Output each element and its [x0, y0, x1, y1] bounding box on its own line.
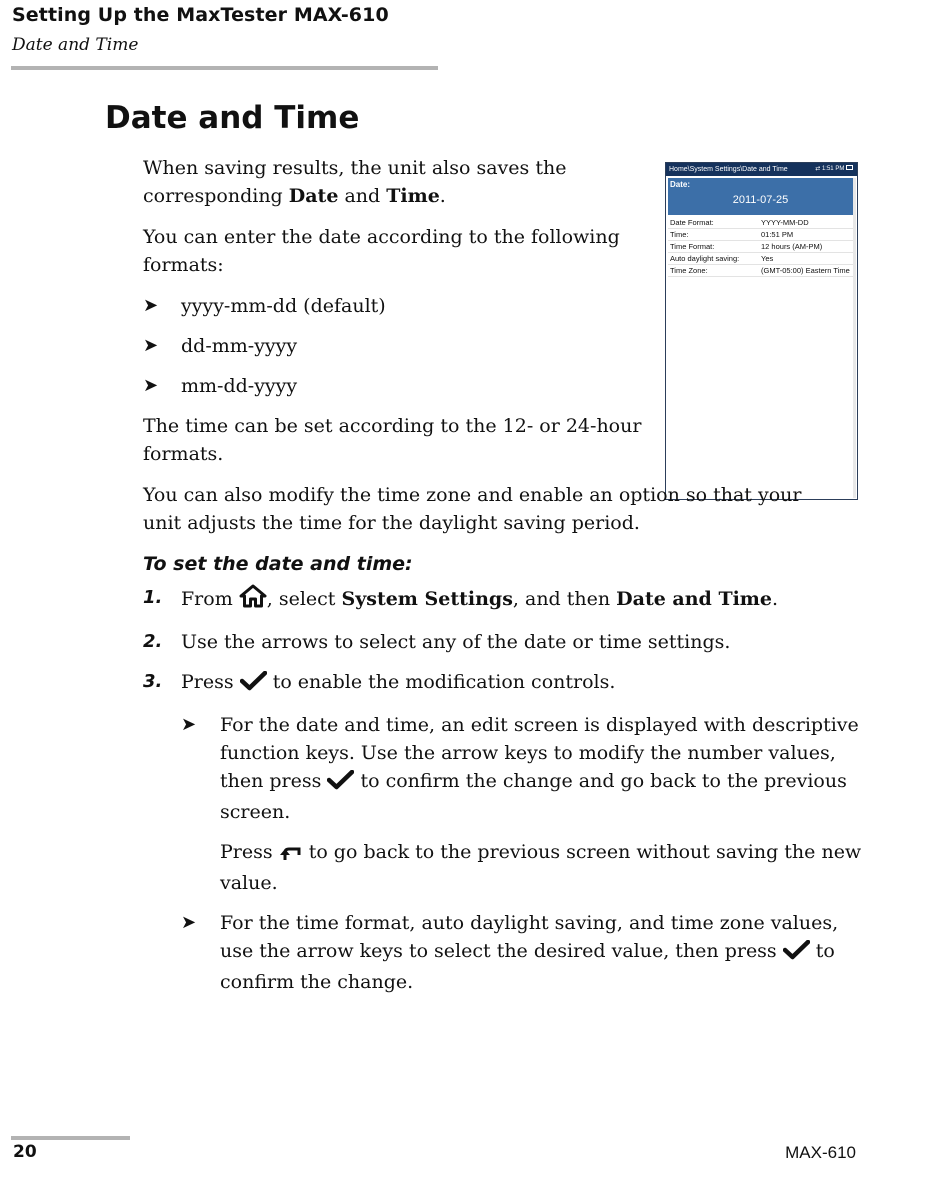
device-date-label: Date:	[670, 180, 691, 189]
setting-value: (GMT-05:00) Eastern Time	[761, 266, 850, 275]
term-system-settings: System Settings	[341, 588, 513, 610]
sub-bullet-1-note	[143, 838, 863, 897]
product-name: MAX-610	[785, 1143, 856, 1162]
text: From	[181, 588, 239, 610]
procedure-step-3	[143, 668, 863, 699]
format-item	[143, 292, 863, 320]
page-number: 20	[13, 1142, 37, 1162]
running-header	[12, 4, 389, 55]
intro-paragraph-2: You can enter the date according to the following formats:	[143, 226, 620, 276]
intro-paragraph-1	[143, 154, 643, 210]
device-date-value: 2011-07-25	[732, 194, 789, 206]
text: , select	[266, 588, 342, 610]
arrow-bullet-icon: ➤	[143, 295, 159, 316]
text: to go back to the previous screen without saving the new value.	[220, 841, 862, 894]
text: , and then	[512, 588, 617, 610]
format-text: dd-mm-yyyy	[181, 335, 298, 357]
home-icon	[239, 584, 267, 616]
term-date: Date	[288, 185, 339, 207]
step-number: 3.	[143, 671, 163, 692]
body-text	[143, 154, 863, 1008]
format-item	[143, 332, 863, 360]
format-item	[143, 372, 863, 400]
setting-value: 01:51 PM	[761, 230, 794, 239]
intro-paragraph-3: The time can be set according to the 12- or 24-hour formats.	[143, 415, 642, 465]
arrow-bullet-icon: ➤	[181, 912, 197, 933]
check-icon	[783, 940, 810, 968]
back-arrow-icon	[279, 841, 303, 869]
transfer-icon: ⇄	[815, 166, 821, 172]
text: to confirm the change.	[220, 940, 835, 993]
setting-value: 12 hours (AM-PM)	[761, 242, 823, 251]
text: Press	[181, 671, 240, 693]
setting-key: Auto daylight saving:	[670, 254, 740, 263]
format-text: mm-dd-yyyy	[181, 375, 298, 397]
device-breadcrumb: Home\System Settings\Date and Time	[669, 166, 788, 173]
text: to confirm the change and go back to the previous screen.	[220, 770, 847, 823]
footer-rule	[11, 1136, 130, 1140]
header-rule	[11, 66, 438, 70]
format-text: yyyy-mm-dd (default)	[181, 295, 386, 317]
running-title: Setting Up the MaxTester MAX-610	[12, 4, 389, 26]
setting-key: Time Format:	[670, 242, 715, 251]
text: When saving results, the unit also saves the corresponding	[143, 157, 567, 207]
text: and	[338, 185, 387, 207]
procedure-title: To set the date and time:	[143, 553, 413, 575]
sub-bullet-1	[105, 711, 863, 826]
check-icon	[240, 671, 267, 699]
procedure-step-1	[143, 584, 863, 616]
arrow-bullet-icon: ➤	[143, 335, 159, 356]
text: .	[772, 588, 779, 610]
term-time: Time	[386, 185, 440, 207]
setting-value: YYYY-MM-DD	[761, 218, 809, 227]
step-number: 2.	[143, 631, 163, 652]
text: For the date and time, an edit screen is displayed with descriptive function keys. Use the arrow keys to modify the number values, then press	[220, 714, 859, 792]
arrow-bullet-icon: ➤	[181, 714, 197, 735]
sub-bullet-2	[105, 909, 863, 996]
setting-key: Time Zone:	[670, 266, 708, 275]
section-title: Date and Time	[105, 100, 360, 136]
running-subtitle: Date and Time	[12, 35, 139, 55]
arrow-bullet-icon: ➤	[143, 375, 159, 396]
text: to enable the modification controls.	[266, 671, 616, 693]
text: .	[439, 185, 446, 207]
procedure-step-2	[143, 628, 863, 656]
device-clock: 1:51 PM	[821, 166, 845, 172]
setting-value: Yes	[761, 254, 774, 263]
check-icon	[327, 770, 354, 798]
setting-key: Date Format:	[670, 218, 714, 227]
text: Press	[220, 841, 279, 863]
text: Use the arrows to select any of the date or time settings.	[181, 631, 731, 653]
intro-paragraph-4: You can also modify the time zone and enable an option so that your unit adjusts the time for the daylight saving period.	[143, 484, 802, 534]
setting-key: Time:	[670, 230, 689, 239]
step-number: 1.	[143, 587, 163, 608]
text: For the time format, auto daylight saving, and time zone values, use the arrow keys to select the desired value, then press	[220, 912, 839, 962]
term-date-and-time: Date and Time	[616, 588, 772, 610]
